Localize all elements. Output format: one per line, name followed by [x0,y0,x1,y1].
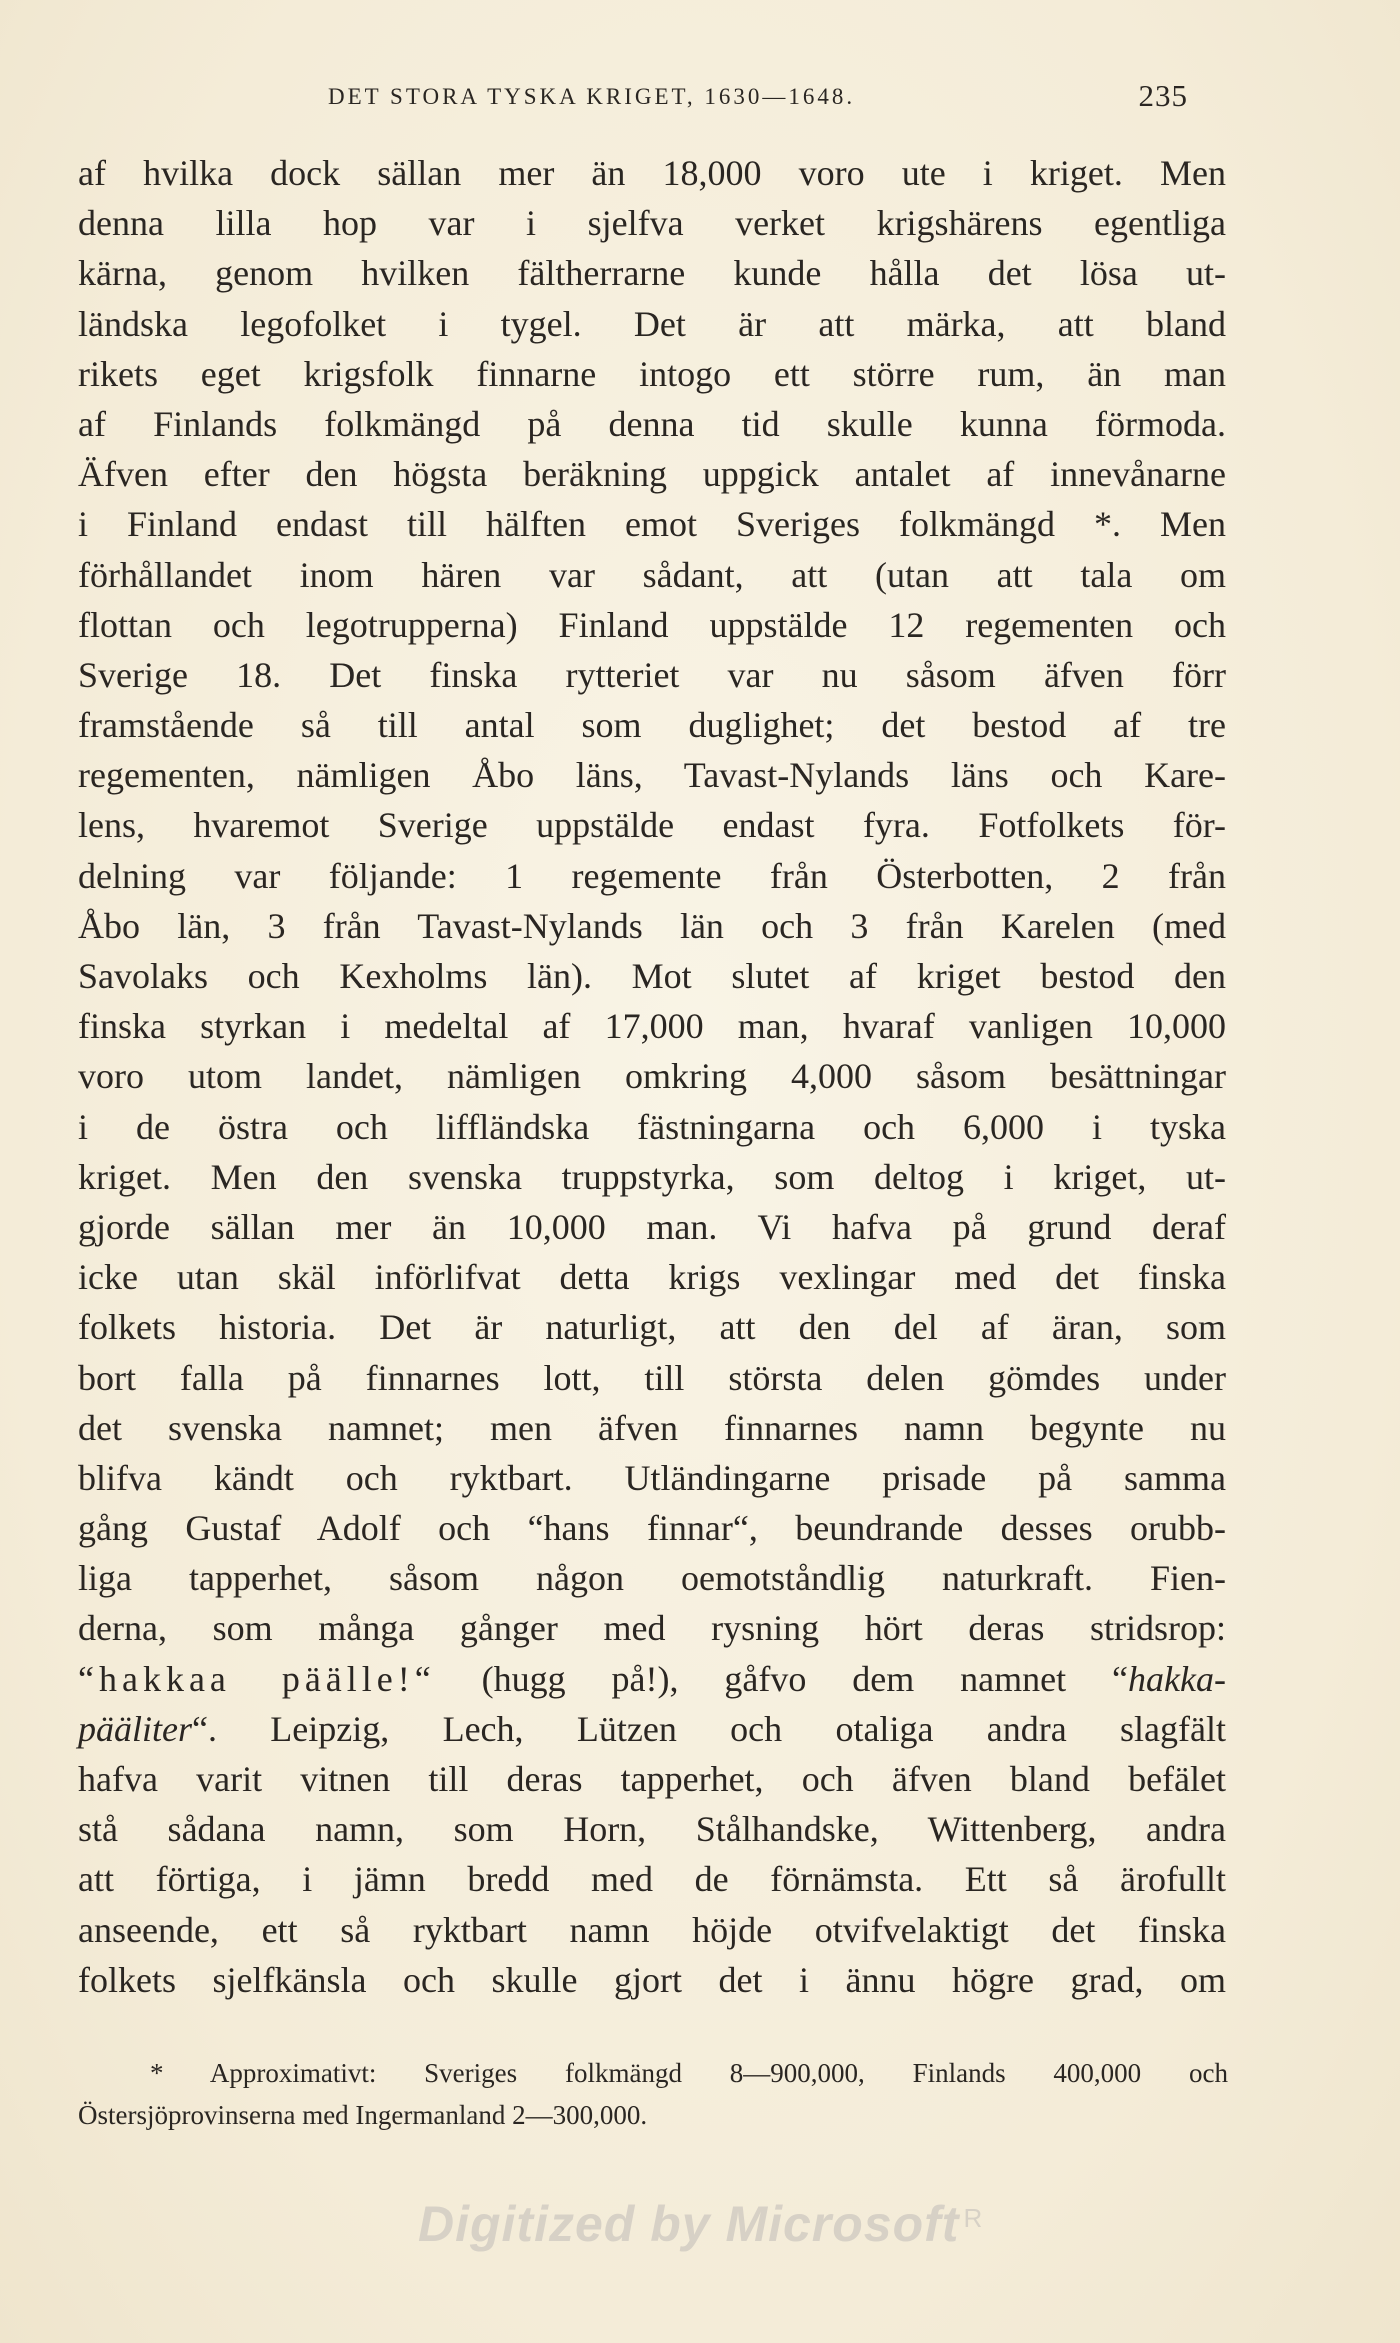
text-line: bort falla på finnarnes lott, till största delen gömdes under [78,1357,1226,1398]
text-line: anseende, ett så ryktbart namn höjde otvifvelaktigt det finska [78,1909,1226,1950]
battles-list: “. Leipzig, Lech, Lützen och otaliga andra slagfält [192,1708,1226,1749]
text-line: lens, hvaremot Sverige uppstälde endast fyra. Fotfolkets för- [78,805,1226,846]
nickname-part-1: hakka- [1128,1658,1226,1699]
battle-cry: “hakkaa päälle!“ [78,1658,436,1699]
text-line: regementen, nämligen Åbo läns, Tavast-Nylands läns och Kare- [78,755,1226,796]
text-line: blifva kändt och ryktbart. Utländingarne prisade på samma [78,1457,1226,1498]
text-line: i de östra och liffländska fästningarna och 6,000 i tyska [78,1106,1226,1147]
text-line: kriget. Men den svenska truppstyrka, som deltog i kriget, ut- [78,1156,1226,1197]
text-line: derna, som många gånger med rysning hört deras stridsrop: [78,1608,1226,1649]
text-line: af hvilka dock sällan mer än 18,000 voro ute i kriget. Men [78,153,1226,193]
text-line: i Finland endast till hälften emot Sveriges folkmängd *. Men [78,504,1226,545]
text-line: kärna, genom hvilken fältherrarne kunde hålla det lösa ut- [78,253,1226,294]
text-line: finska styrkan i medeltal af 17,000 man, hvaraf vanligen 10,000 [78,1006,1226,1047]
footnote-line: * Approximativt: Sveriges folkmängd 8—900,000, Finlands 400,000 och [150,2058,1228,2088]
registered-mark: R [963,2203,984,2233]
text-line: stå sådana namn, som Horn, Stålhandske, Wittenberg, andra [78,1809,1226,1850]
text-line: denna lilla hop var i sjelfva verket krigshärens egentliga [78,203,1226,244]
text-line: delning var följande: 1 regemente från Österbotten, 2 från [78,855,1226,896]
text-line: det svenska namnet; men äfven finnarnes namn begynte nu [78,1407,1226,1448]
text-line: voro utom landet, nämligen omkring 4,000 såsom besättningar [78,1056,1226,1097]
text-line: rikets eget krigsfolk finnarne intogo ett större rum, än man [78,353,1226,394]
text-line: förhållandet inom hären var sådant, att (utan att tala om [78,554,1226,595]
text-line: ländska legofolket i tygel. Det är att märka, att bland [78,303,1226,344]
text-line: framstående så till antal som duglighet; det bestod af tre [78,705,1226,746]
text-line: Sverige 18. Det finska rytteriet var nu såsom äfven förr [78,654,1226,695]
text-line: Savolaks och Kexholms län). Mot slutet af kriget bestod den [78,956,1226,996]
body-text [78,148,1226,2005]
watermark-text: Digitized by Microsoft [418,2196,960,2252]
nickname-part-2: pääliter [78,1708,192,1749]
footnote-line: Östersjöprovinserna med Ingermanland 2—300,000. [78,2100,648,2130]
text-line: gjorde sällan mer än 10,000 man. Vi hafva på grund deraf [78,1206,1226,1247]
text-line: hafva varit vitnen till deras tapperhet, och äfven bland befälet [78,1759,1226,1799]
battle-cry-gloss: (hugg på!), gåfvo dem namnet “ [435,1658,1129,1699]
text-line: Äfven efter den högsta beräkning uppgick antalet af innevånarne [78,454,1226,495]
text-line: icke utan skäl införlifvat detta krigs vexlingar med det finska [78,1257,1226,1298]
text-line: folkets historia. Det är naturligt, att den del af äran, som [78,1307,1226,1348]
text-line: af Finlands folkmängd på denna tid skulle kunna förmoda. [78,403,1226,444]
running-head [78,78,1188,118]
text-line: liga tapperhet, såsom någon oemotståndlig naturkraft. Fien- [78,1558,1226,1599]
text-line-nickname [78,1704,1226,1754]
digitization-watermark [418,2195,983,2253]
text-line: flottan och legotrupperna) Finland uppstälde 12 regementen och [78,604,1226,645]
text-line: Åbo län, 3 från Tavast-Nylands län och 3 från Karelen (med [78,905,1226,946]
text-line-battle-cry [78,1654,1226,1704]
page-number: 235 [1138,78,1188,113]
footnote [78,2052,1228,2136]
running-title: DET STORA TYSKA KRIGET, 1630—1648. [328,84,856,109]
text-line: folkets sjelfkänsla och skulle gjort det i ännu högre grad, om [78,1959,1226,2000]
text-line: att förtiga, i jämn bredd med de förnämsta. Ett så ärofullt [78,1859,1226,1900]
text-line: gång Gustaf Adolf och “hans finnar“, beundrande desses orubb- [78,1508,1226,1549]
